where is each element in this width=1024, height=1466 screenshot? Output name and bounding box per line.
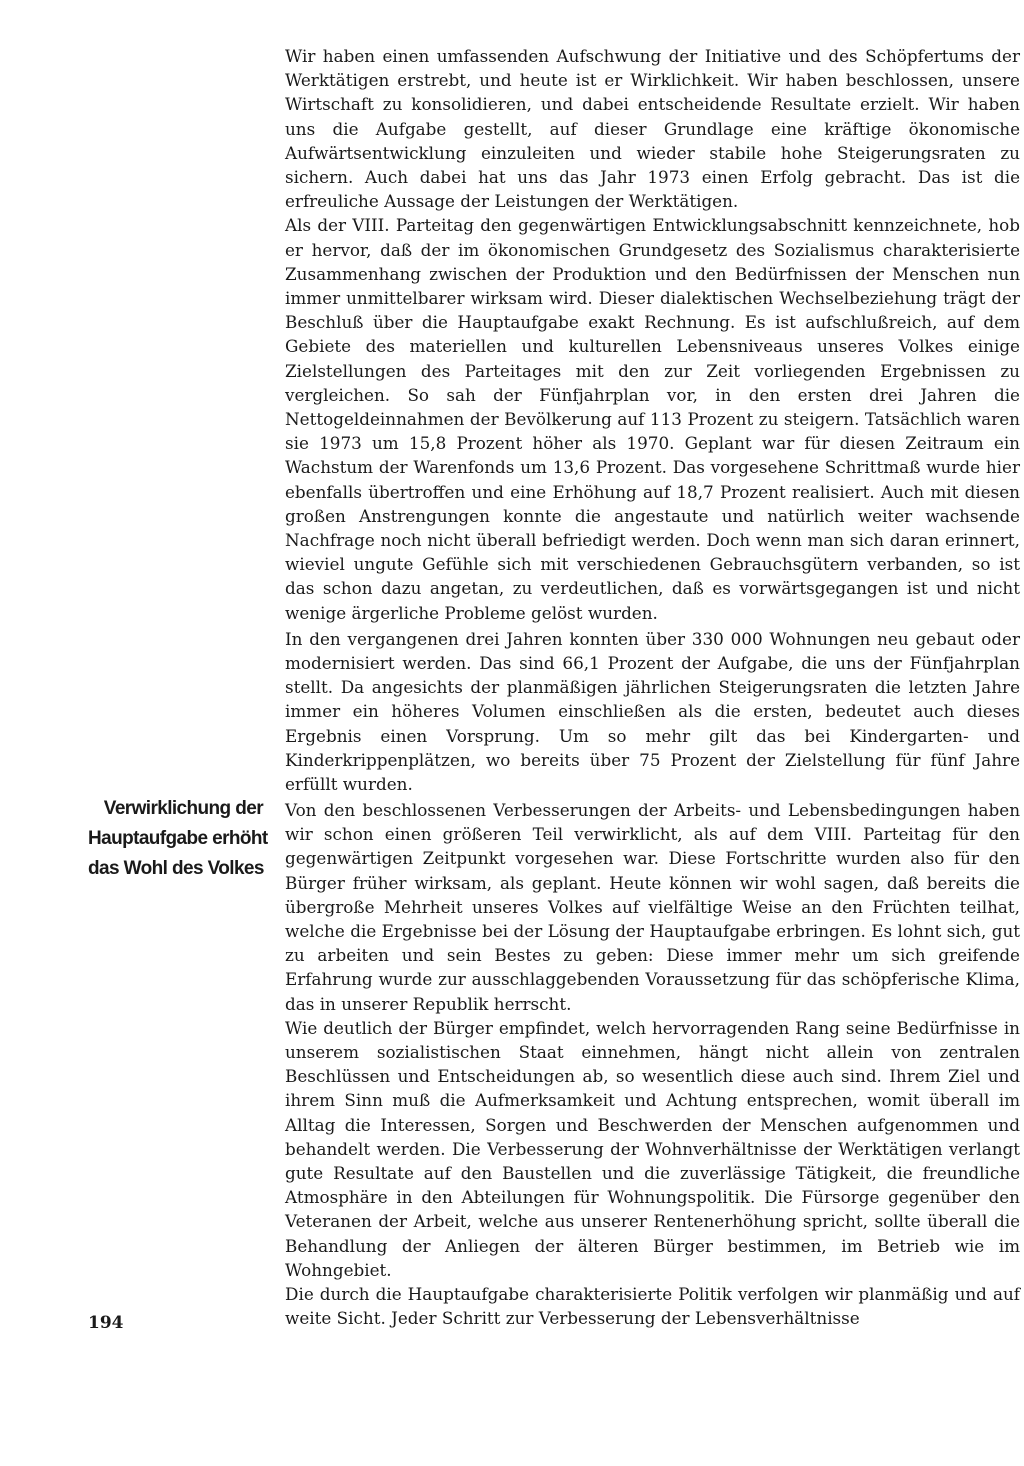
paragraph: Von den beschlossenen Verbesserungen der Arbeits- und Lebensbedingungen haben wir schon einen größeren Teil verwirklicht, als auf dem VIII. Parteitag für den gegenwärtigen Zeitpunkt vorgesehen war. Diese Fortschritte wurden also für den Bürger früher wirksam, als geplant. Heute können wir wohl sagen, daß bereits die übergroße Mehrheit unseres Volkes auf vielfältige Weise an den Früchten teilhat, welche die Ergebnisse bei der Lösung der Hauptaufgabe erbringen. Es lohnt sich, gut zu arbeiten und sein Bestes zu geben: Diese immer mehr um sich greifende Erfahrung wurde zur ausschlaggebenden Voraussetzung für das schöpferische Klima, das in unserer Republik herrscht.: [285, 800, 1020, 1014]
main-text-block-upper: [285, 44, 1020, 796]
paragraph: Wie deutlich der Bürger empfindet, welch hervorragenden Rang seine Bedürfnisse in unserem sozialistischen Staat einnehmen, hängt nicht allein von zentralen Beschlüssen und Entscheidungen ab, so wesentlich diese auch sind. Ihrem Ziel und ihrem Sinn muß die Aufmerksamkeit und Achtung entsprechen, womit überall im Alltag die Interessen, Sorgen und Beschwerden der Menschen aufgenommen und behandelt werden. Die Verbesserung der Wohnverhältnisse der Werktätigen verlangt gute Resultate auf den Baustellen und die zuverlässige Tätigkeit, die freundliche Atmosphäre in den Abteilungen für Wohnungspolitik. Die Fürsorge gegenüber den Veteranen der Arbeit, welche aus unserer Rentenerhöhung spricht, sollte überall die Behandlung der Anliegen der älteren Bürger bestimmen, im Betrieb wie im Wohngebiet.: [285, 1017, 1020, 1280]
side-heading-line: das Wohl des Volkes: [88, 858, 264, 879]
side-heading: [88, 794, 268, 884]
side-heading-line: Verwirklichung der: [103, 798, 263, 819]
main-text-block-lower: [285, 798, 1020, 1330]
paragraph: Wir haben einen umfassenden Aufschwung der Initiative und des Schöpfertums der Werktätigen erstrebt, und heute ist er Wirklichkeit. Wir haben beschlossen, unsere Wirtschaft zu konsolidieren, und dabei entscheidende Resultate erzielt. Wir haben uns die Aufgabe gestellt, auf dieser Grundlage eine kräftige ökonomische Aufwärtsentwicklung einzuleiten und wieder stabile hohe Steigerungsraten zu sichern. Auch dabei hat uns das Jahr 1973 einen Erfolg gebracht. Das ist die erfreuliche Aussage der Leistungen der Werktätigen.: [285, 46, 1020, 212]
paragraph: In den vergangenen drei Jahren konnten über 330 000 Wohnungen neu gebaut oder modernisiert werden. Das sind 66,1 Prozent der Aufgabe, die uns der Fünfjahrplan stellt. Da angesichts der planmäßigen jährlichen Steigerungsraten die letzten Jahre immer ein höheres Volumen einschließen als die ersten, bedeutet auch dieses Ergebnis einen Vorsprung. Um so mehr gilt das bei Kindergarten- und Kinderkrippenplätzen, wo bereits über 75 Prozent der Zielstellung für fünf Jahre erfüllt wurden.: [285, 628, 1020, 795]
paragraph: Die durch die Hauptaufgabe charakterisierte Politik verfolgen wir planmäßig und auf weite Sicht. Jeder Schritt zur Verbesserung der Lebensverhältnisse: [285, 1284, 1020, 1329]
paragraph: Als der VIII. Parteitag den gegenwärtigen Entwicklungsabschnitt kennzeichnete, hob er hervor, daß der im ökonomischen Grundgesetz des Sozialismus charakterisierte Zusammenhang zwischen der Produktion und den Bedürfnissen der Menschen nun immer unmittelbarer wirksam wird. Dieser dialektischen Wechselbeziehung trägt der Beschluß über die Hauptaufgabe exakt Rechnung. Es ist aufschlußreich, auf dem Gebiete des materiellen und kulturellen Lebensniveaus unseres Volkes einige Zielstellungen des Parteitages mit den zur Zeit vorliegenden Ergebnissen zu vergleichen. So sah der Fünfjahrplan vor, in den ersten drei Jahren die Nettogeldeinnahmen der Bevölkerung auf 113 Prozent zu steigern. Tatsächlich waren sie 1973 um 15,8 Prozent höher als 1970. Geplant war für diesen Zeitraum ein Wachstum der Warenfonds um 13,6 Prozent. Das vorgesehene Schrittmaß wurde hier ebenfalls übertroffen und eine Erhöhung auf 18,7 Prozent realisiert. Auch mit diesen großen Anstrengungen konnte die angestaute und natürlich weiter wachsende Nachfrage noch nicht überall befriedigt werden. Doch wenn man sich daran erinnert, wieviel ungute Gefühle sich mit verschiedenen Gebrauchsgütern verbanden, so ist das schon dazu angetan, zu verdeutlichen, daß es vorwärtsgegangen ist und nicht wenige ärgerliche Probleme gelöst wurden.: [285, 215, 1020, 623]
side-heading-line: Hauptaufgabe erhöht: [88, 828, 268, 849]
page-number: 194: [88, 1313, 124, 1333]
